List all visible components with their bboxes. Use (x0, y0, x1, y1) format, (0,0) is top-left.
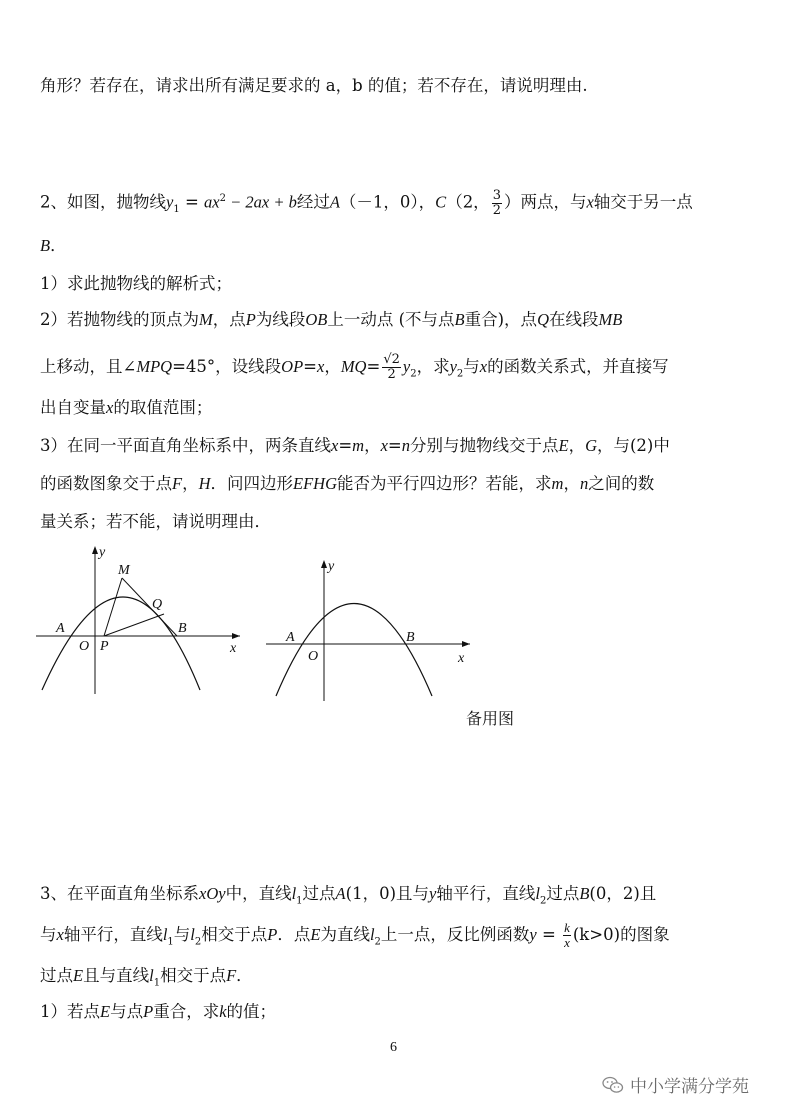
t: 相交于点 (160, 966, 227, 985)
var-B: B (579, 884, 590, 903)
t: ， (364, 436, 381, 455)
condition: (k>0) (572, 925, 621, 944)
q2-part2-line2 (40, 352, 760, 389)
point-B: B (40, 236, 51, 255)
t: 的函数关系式，并直接写 (487, 357, 669, 376)
t: 在平面直角坐标系 (67, 884, 199, 903)
t: =45°，设线段 (172, 357, 282, 376)
t: = (338, 436, 353, 455)
eq-ax: ax (204, 192, 220, 212)
q3-number: 3、 (40, 884, 67, 903)
var-A: A (335, 884, 346, 903)
q3-part1 (40, 1002, 760, 1022)
fig2-label-A: A (286, 630, 295, 645)
q3-line3 (40, 966, 760, 993)
t: 过点 (546, 884, 580, 903)
var-l1: l (149, 966, 154, 985)
var-x: x (56, 925, 64, 944)
t: 的值； (226, 1002, 277, 1021)
point-C-coord-a: （2， (446, 192, 490, 212)
var-EFHG: EFHG (293, 474, 338, 493)
t: ，点 (212, 310, 246, 329)
t: ．点 (277, 925, 311, 944)
sub: 1 (296, 895, 303, 907)
var-l1: l (162, 925, 168, 944)
q2-part3-line3: 量关系；若不能，请说明理由． (40, 512, 271, 531)
var-MB: MB (598, 310, 623, 329)
sub: 2 (374, 936, 381, 948)
fig1-x-arrow (232, 633, 240, 639)
var-xOy: xOy (199, 884, 226, 903)
sub: 1 (153, 977, 161, 989)
eq-y: y (166, 192, 174, 212)
eq-rest: − 2ax + b (225, 192, 297, 212)
fig2-x-arrow (462, 641, 470, 647)
t: 与点 (110, 1002, 144, 1021)
t: 上一点，反比例函数 (380, 925, 530, 944)
fig2-label-y: y (328, 559, 335, 574)
sub: 2 (456, 368, 464, 380)
fig1-segment-PM (104, 578, 122, 636)
t: 且与直线 (83, 966, 150, 985)
var-H: H (198, 474, 211, 493)
fig2-label-B: B (406, 630, 415, 645)
q2-part1: 1）求此抛物线的解析式； (40, 274, 232, 293)
fig1-label-y: y (99, 545, 106, 560)
q2-part2-line3 (40, 398, 760, 418)
fig1-label-Q: Q (152, 597, 163, 612)
fig2-y-arrow (321, 560, 327, 568)
fig1-y-arrow (92, 546, 98, 554)
var-n: n (579, 474, 589, 493)
var-l2: l (190, 925, 195, 944)
t: 中，直线 (225, 884, 292, 903)
var-P: P (267, 925, 278, 944)
t: 的图象 (620, 925, 670, 944)
var-x: x (380, 436, 388, 455)
q2-stem-line1 (40, 186, 760, 223)
var-y: y (529, 925, 537, 944)
var-x: x (479, 357, 488, 376)
var-F: F (226, 966, 237, 985)
t: 2）若抛物线的顶点为 (40, 310, 199, 329)
t: 相交于点 (201, 925, 268, 944)
q2-stem-text-b: 经过 (296, 192, 330, 212)
fraction-3-2 (492, 189, 502, 218)
q2-stem-end: ． (50, 236, 67, 255)
t: ，求 (416, 357, 450, 376)
t: = (536, 925, 562, 944)
q2-stem-line2 (40, 236, 760, 256)
var-x: x (331, 436, 339, 455)
q2-part2-line1 (40, 310, 760, 330)
var-M: M (199, 310, 213, 329)
fig1-label-O: O (79, 639, 90, 654)
var-MPQ: MPQ (136, 357, 173, 376)
eq-sup: 2 (219, 193, 226, 204)
figure-2-parabola (266, 556, 476, 701)
sub: 1 (167, 936, 174, 948)
frac-num: 3 (492, 187, 501, 203)
t: 3）在同一平面直角坐标系中，两条直线 (40, 436, 331, 455)
t: 在线段 (548, 310, 599, 329)
var-x: x (106, 398, 114, 417)
var-G: G (585, 436, 597, 455)
figure-1-parabola (36, 544, 248, 694)
var-m: m (352, 436, 365, 455)
t: = (366, 357, 381, 376)
var-P: P (143, 1002, 154, 1021)
fig1-segment-MB (122, 578, 177, 636)
fig2-label-x: x (458, 651, 465, 666)
q3-line1 (40, 884, 760, 911)
var-x: x (316, 357, 325, 376)
fig1-label-A: A (56, 621, 65, 636)
frac-num: √2 (383, 352, 400, 367)
var-l1: l (291, 884, 297, 903)
fig1-label-M: M (118, 563, 130, 578)
q2-part3-line2 (40, 474, 760, 494)
t: 与 (40, 925, 57, 944)
var-y2: y (449, 357, 457, 376)
t: 1）若点 (40, 1002, 100, 1021)
t: ， (563, 474, 580, 493)
fig2-caption: 备用图 (466, 709, 515, 728)
eq-y-sub: 1 (173, 203, 180, 215)
t: ． (236, 966, 253, 985)
t: 重合，求 (153, 1002, 220, 1021)
point-C: C (435, 192, 447, 212)
q3-line2 (40, 920, 760, 957)
t: 之间的数 (588, 474, 655, 493)
fig1-label-B: B (178, 621, 187, 636)
t: ， (324, 357, 341, 376)
wechat-icon (602, 1076, 624, 1094)
t: (1，0)且与 (345, 884, 430, 903)
fig1-label-x: x (230, 641, 237, 656)
t: 为线段 (255, 310, 306, 329)
fig1-parabola (42, 597, 200, 690)
frac-den: x (564, 935, 570, 950)
var-E: E (100, 1002, 111, 1021)
page-number: 6 (390, 1040, 397, 1055)
t: ， (182, 474, 199, 493)
t: 为直线 (320, 925, 370, 944)
frac-den: 2 (387, 367, 396, 382)
watermark-text: 中小学满分学苑 (630, 1077, 749, 1097)
fraction-k-x (563, 921, 571, 950)
fig2-parabola (276, 604, 432, 697)
t: = (303, 357, 317, 376)
fig1-label-P: P (100, 639, 109, 654)
t: 与 (173, 925, 191, 944)
q2-stem-text: 如图，抛物线 (67, 192, 166, 212)
t: 能否为平行四边形？若能，求 (337, 474, 552, 493)
watermark (602, 1072, 749, 1097)
eq-equals: = (179, 192, 205, 212)
var-k: k (219, 1002, 227, 1021)
point-A-coord: （－1，0）， (339, 192, 436, 212)
var-Q: Q (537, 310, 549, 329)
intro-line: 角形？若存在，请求出所有满足要求的 a，b 的值；若不存在，请说明理由. (40, 76, 588, 95)
t: 上移动，且∠ (40, 357, 137, 376)
q2-part3-line1 (40, 436, 760, 456)
var-l2: l (535, 884, 540, 903)
frac-num: k (564, 920, 570, 935)
var-E: E (310, 925, 321, 944)
var-n: n (401, 436, 410, 455)
q2-number: 2、 (40, 192, 67, 212)
var-F: F (172, 474, 183, 493)
t: = (387, 436, 402, 455)
t: 重合)，点 (464, 310, 538, 329)
t: (0，2)且 (589, 884, 657, 903)
sub: 2 (194, 936, 202, 948)
var-l2: l (369, 925, 375, 944)
var-P: P (245, 310, 256, 329)
sub: 2 (539, 895, 547, 907)
var-y: y (429, 884, 437, 903)
t: ．问四边形 (210, 474, 294, 493)
sub: 2 (410, 368, 417, 380)
t: 过点 (302, 884, 336, 903)
t: ， (568, 436, 586, 455)
var-MQ: MQ (340, 357, 367, 376)
x-var: x (586, 192, 594, 212)
t: 轴平行，直线 (63, 925, 163, 944)
t: 的函数图象交于点 (40, 474, 172, 493)
fraction-sqrt2-2 (382, 353, 401, 382)
var-OB: OB (305, 310, 328, 329)
t: ，与(2)中 (597, 436, 670, 455)
t: 的取值范围； (113, 398, 213, 417)
var-m: m (551, 474, 564, 493)
t: 与 (463, 357, 480, 376)
t: 过点 (40, 966, 73, 985)
point-A: A (329, 192, 340, 212)
t: 出自变量 (40, 398, 106, 417)
q2-stem-text-c: 轴交于另一点 (593, 192, 693, 212)
frac-den: 2 (492, 202, 501, 218)
var-E: E (73, 966, 84, 985)
t: 分别与抛物线交于点 (409, 436, 559, 455)
var-E: E (558, 436, 569, 455)
fig1-segment-PQ (104, 614, 164, 636)
t: 轴平行，直线 (436, 884, 536, 903)
var-B: B (454, 310, 465, 329)
var-OP: OP (281, 357, 304, 376)
t: 上一动点 (不与点 (327, 310, 455, 329)
fig2-label-O: O (308, 649, 319, 664)
point-C-coord-b: ）两点，与 (503, 192, 587, 212)
var-y2: y (402, 357, 411, 376)
